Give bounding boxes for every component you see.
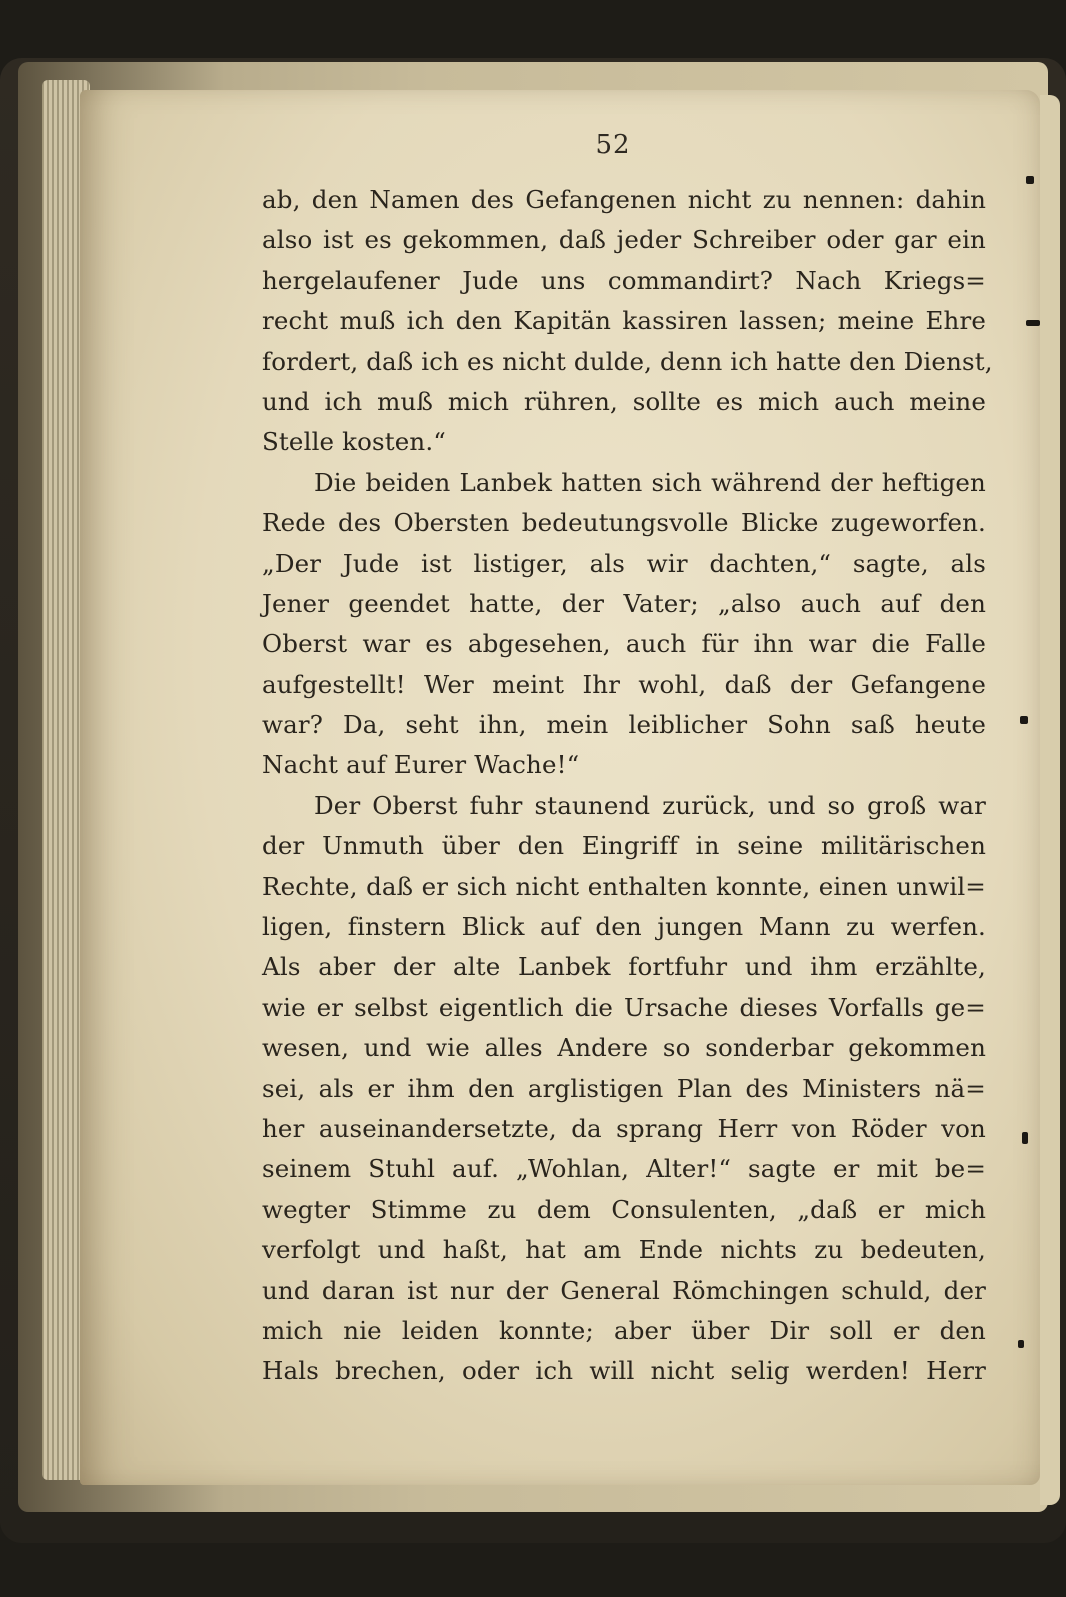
body-text: [262, 180, 993, 1392]
text-line: Nacht auf Eurer Wache!“: [262, 750, 580, 780]
page-number: 52: [595, 130, 631, 160]
paragraph-start-line: Der Oberst fuhr staunend zurück, und so groß war: [314, 790, 986, 820]
text-line: Stelle kosten.“: [262, 427, 446, 457]
text-line: aufgestellt! Wer meint Ihr wohl, daß der Gefangene: [262, 669, 986, 699]
text-line: „Der Jude ist listiger, als wir dachten,“ sagte, als: [262, 548, 986, 578]
text-line: fordert, daß ich es nicht dulde, denn ich hatte den Dienst,: [262, 346, 993, 376]
margin-mark: [1020, 716, 1028, 724]
margin-mark: [1022, 1132, 1028, 1144]
text-line: recht muß ich den Kapitän kassiren lassen; meine Ehre: [262, 306, 986, 336]
text-line: also ist es gekommen, daß jeder Schreiber oder gar ein: [262, 225, 986, 255]
text-line: Jener geendet hatte, der Vater; „also auch auf den: [262, 588, 986, 618]
text-line: Oberst war es abgesehen, auch für ihn war die Falle: [262, 629, 986, 659]
text-line: war? Da, seht ihn, mein leiblicher Sohn saß heute: [262, 710, 986, 740]
text-line: seinem Stuhl auf. „Wohlan, Alter!“ sagte er mit be=: [262, 1154, 986, 1184]
margin-mark: [1018, 1340, 1024, 1348]
text-line: und daran ist nur der General Römchingen schuld, der: [262, 1275, 986, 1305]
text-line: Als aber der alte Lanbek fortfuhr und ihm erzählte,: [262, 952, 986, 982]
right-page-edge: [1040, 95, 1060, 1505]
margin-mark: [1026, 320, 1040, 326]
text-line: hergelaufener Jude uns commandirt? Nach Kriegs=: [262, 265, 986, 295]
text-line: verfolgt und haßt, hat am Ende nichts zu bedeuten,: [262, 1235, 986, 1265]
text-line: Rechte, daß er sich nicht enthalten konnte, einen unwil=: [262, 871, 986, 901]
text-line: wesen, und wie alles Andere so sonderbar gekommen: [262, 1033, 986, 1063]
text-line: der Unmuth über den Eingriff in seine militärischen: [262, 831, 986, 861]
text-line: Hals brechen, oder ich will nicht selig werden! Herr: [262, 1356, 986, 1386]
text-line: wie er selbst eigentlich die Ursache dieses Vorfalls ge=: [262, 992, 986, 1022]
text-line: mich nie leiden konnte; aber über Dir soll er den: [262, 1315, 986, 1345]
text-line: her auseinandersetzte, da sprang Herr von Röder von: [262, 1113, 986, 1143]
text-line: sei, als er ihm den arglistigen Plan des Ministers nä=: [262, 1073, 986, 1103]
paragraph-start-line: Die beiden Lanbek hatten sich während der heftigen: [314, 467, 986, 497]
text-line: und ich muß mich rühren, sollte es mich auch meine: [262, 386, 986, 416]
text-line: ligen, finstern Blick auf den jungen Mann zu werfen.: [262, 912, 986, 942]
text-line: ab, den Namen des Gefangenen nicht zu nennen: dahin: [262, 185, 986, 214]
text-line: Rede des Obersten bedeutungsvolle Blicke zugeworfen.: [262, 508, 986, 538]
margin-mark: [1026, 176, 1034, 184]
text-line: wegter Stimme zu dem Consulenten, „daß er mich: [262, 1194, 986, 1224]
